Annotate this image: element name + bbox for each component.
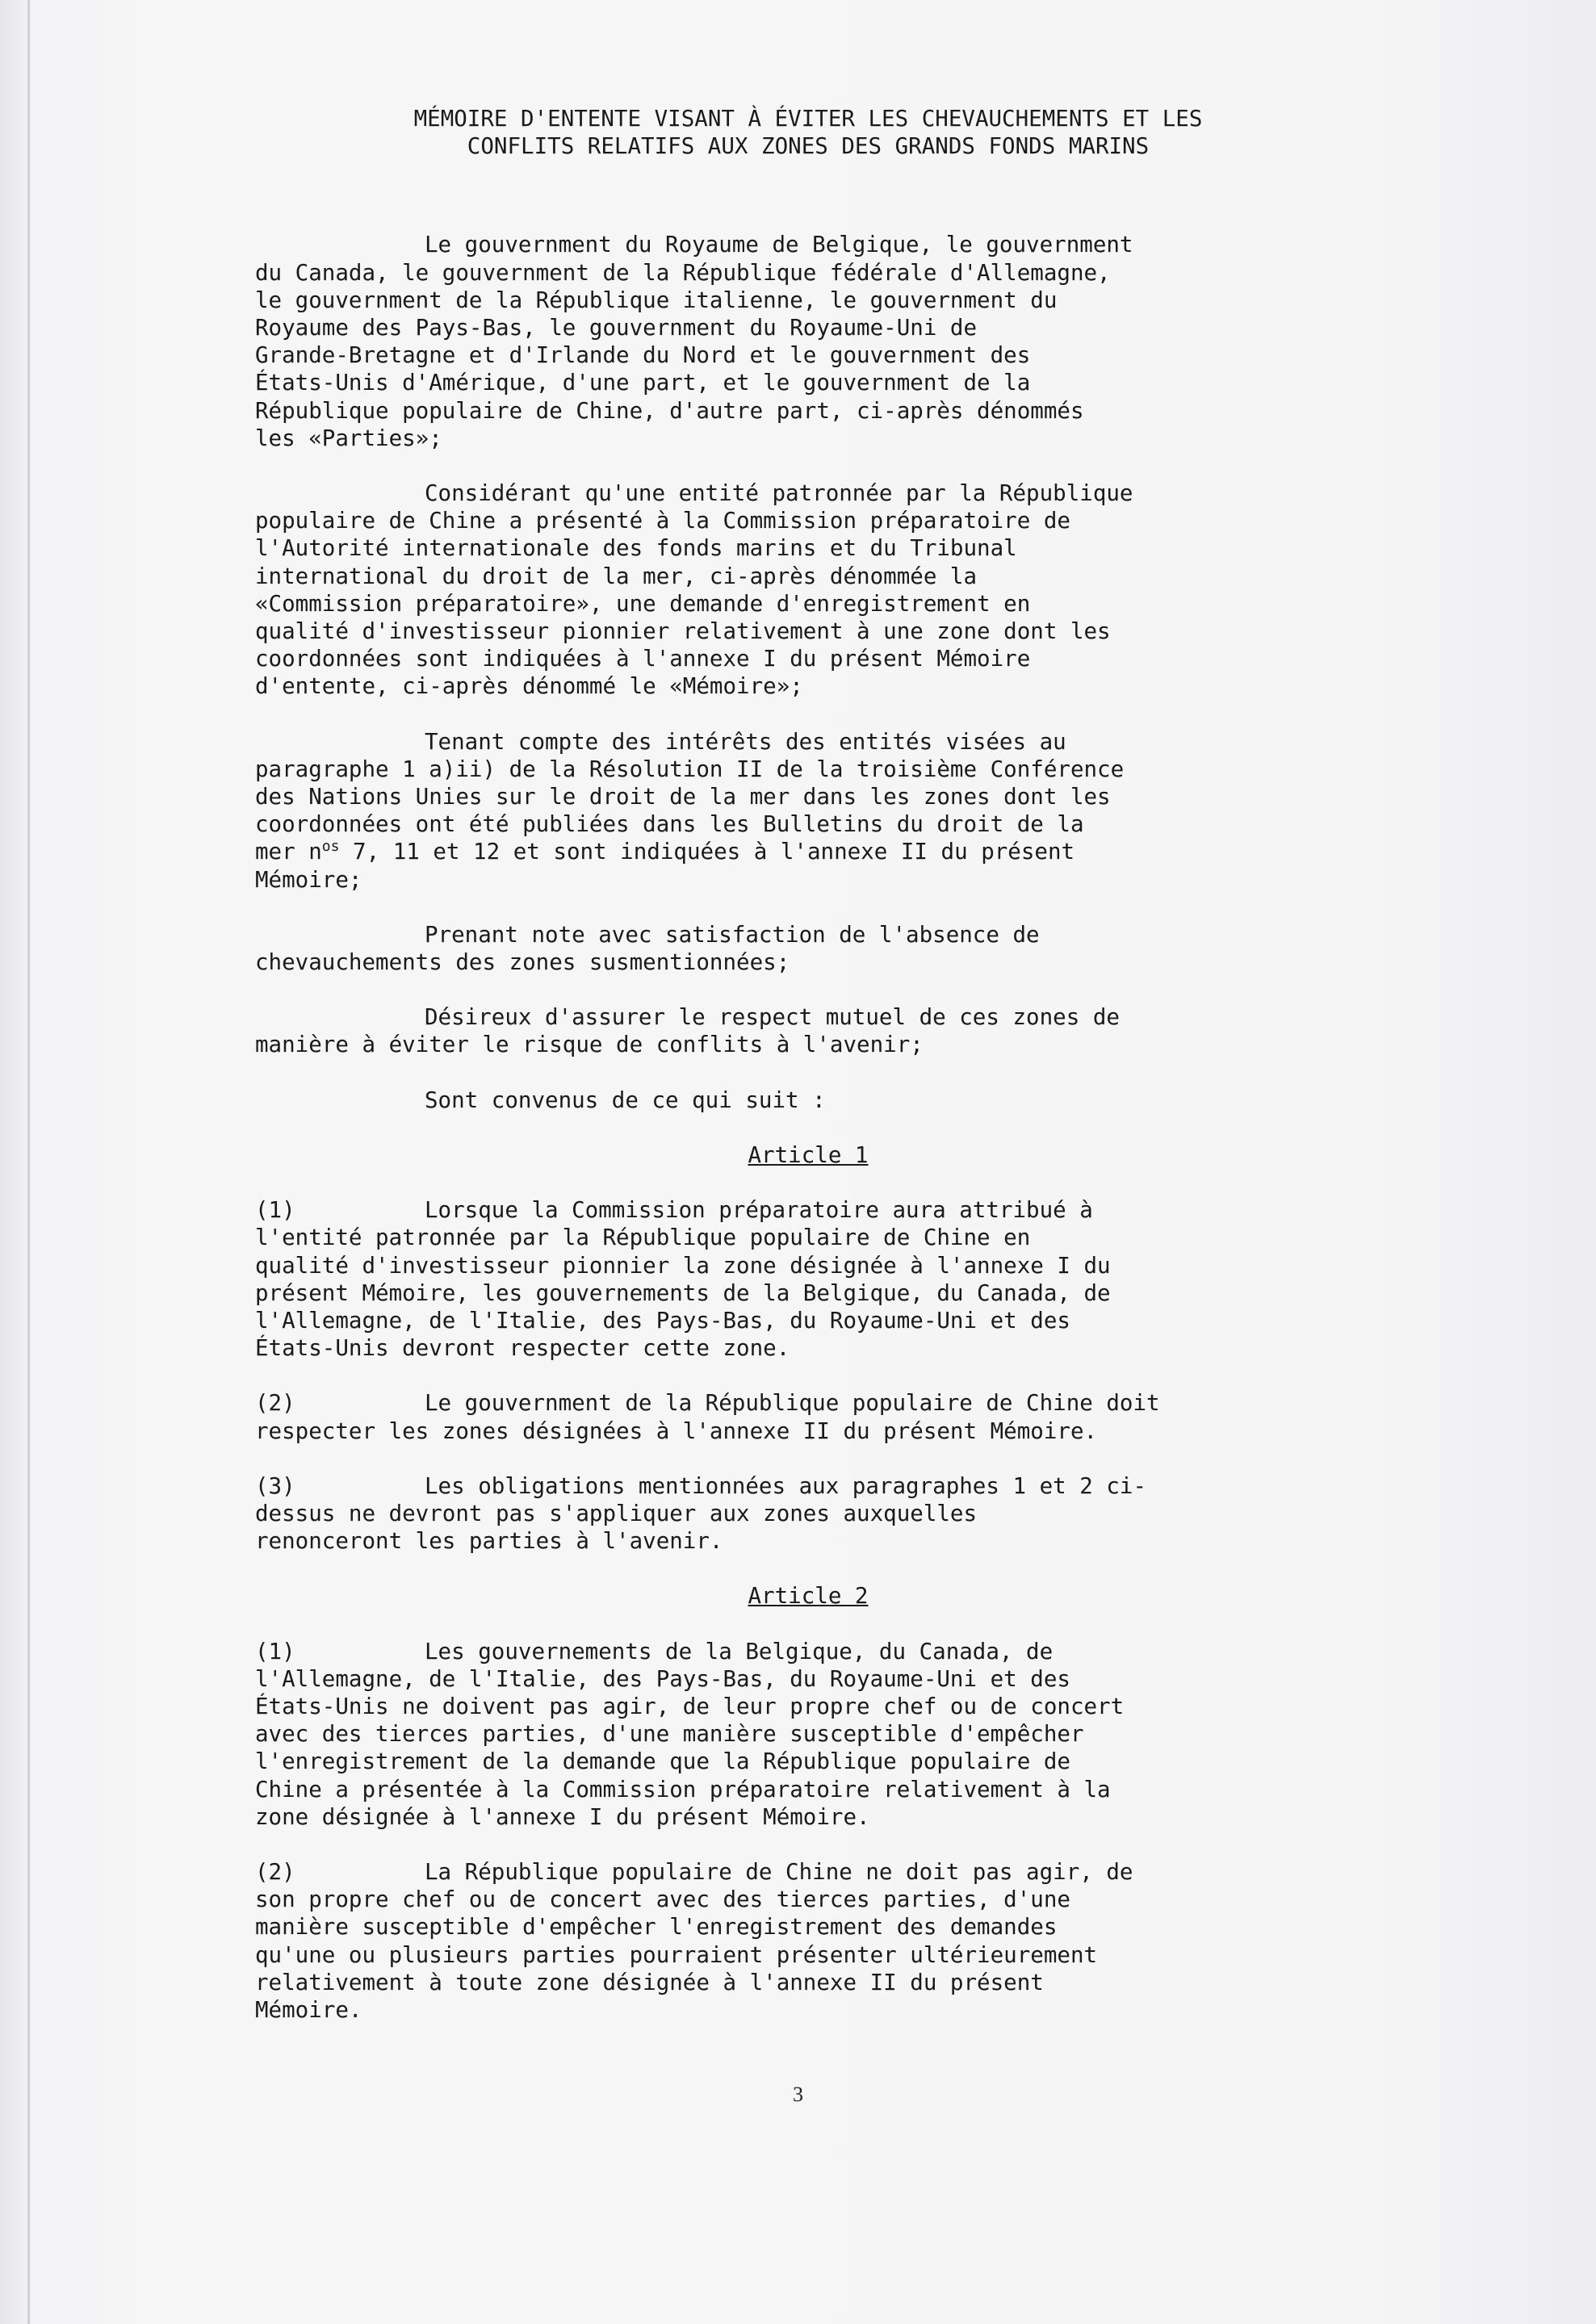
article-2-paragraph-line: Chine a présentée à la Commission préparatoire relativement à la: [255, 1776, 1111, 1803]
preamble-considering-line: international du droit de la mer, ci-après dénommée la: [255, 563, 978, 589]
article-1-paragraph-line: l'entité patronnée par la République populaire de Chine en: [255, 1225, 1031, 1251]
preamble-parties-line: le gouvernment de la République italienne, le gouvernment du: [255, 287, 1058, 313]
paragraph-number: (1): [255, 1197, 295, 1224]
article-1-body: [255, 1196, 1361, 1555]
article-2-heading: Article 2: [748, 1583, 869, 1610]
article-1-paragraph-line: (3) Les obligations mentionnées aux paragraphes 1 et 2 ci-: [255, 1472, 1147, 1499]
paragraph-number: (2): [255, 1390, 295, 1417]
article-1-paragraph-line: respecter les zones désignées à l'annexe II du présent Mémoire.: [255, 1417, 1098, 1444]
article-2-paragraph-line: zone désignée à l'annexe I du présent Mémoire.: [255, 1803, 870, 1830]
preamble-desiring: [255, 1003, 1361, 1058]
preamble-parties-line: Le gouvernment du Royaume de Belgique, le gouvernment: [425, 232, 1133, 258]
article-2-paragraph: [255, 1858, 1361, 2024]
paragraph-number: (1): [255, 1638, 295, 1664]
article-1-paragraph-line: présent Mémoire, les gouvernements de la Belgique, du Canada, de: [255, 1279, 1111, 1306]
article-1-paragraph-line: qualité d'investisseur pionnier la zone désignée à l'annexe I du: [255, 1252, 1111, 1279]
preamble-noting-line: chevauchements des zones susmentionnées;: [255, 949, 790, 976]
article-2-paragraph-line: relativement à toute zone désignée à l'annexe II du présent: [255, 1969, 1044, 1995]
preamble-parties-line: États-Unis d'Amérique, d'une part, et le gouvernment de la: [255, 370, 1031, 396]
preamble-parties-line: République populaire de Chine, d'autre part, ci-après dénommés: [255, 397, 1084, 424]
article-1-paragraph-line: renonceront les parties à l'avenir.: [255, 1528, 723, 1555]
preamble-noting: [255, 921, 1361, 976]
preamble-parties-line: du Canada, le gouvernment de la République fédérale d'Allemagne,: [255, 259, 1111, 286]
document-body: [255, 105, 1361, 2051]
preamble-parties-line: Grande-Bretagne et d'Irlande du Nord et le gouvernment des: [255, 342, 1031, 369]
preamble-considering: [255, 479, 1361, 701]
page-number: 3: [793, 2083, 803, 2106]
article-1-paragraph-line: dessus ne devront pas s'appliquer aux zones auxquelles: [255, 1500, 978, 1526]
paragraph-number: (2): [255, 1858, 295, 1885]
preamble-agreed: Sont convenus de ce qui suit :: [425, 1087, 826, 1113]
preamble-considering-line: populaire de Chine a présenté à la Commission préparatoire de: [255, 508, 1070, 534]
binding-edge: [27, 0, 30, 2324]
document-title: [255, 105, 1361, 160]
title-line-1: MÉMOIRE D'ENTENTE VISANT À ÉVITER LES CHEVAUCHEMENTS ET LES: [413, 106, 1203, 132]
numero-superscript: os: [321, 838, 340, 856]
preamble-considering-line: qualité d'investisseur pionnier relativement à une zone dont les: [255, 618, 1111, 645]
article-2-paragraph-line: (2) La République populaire de Chine ne doit pas agir, de: [255, 1858, 1133, 1885]
article-2-paragraph: [255, 1638, 1361, 1831]
preamble-taking-account-line: Mémoire;: [255, 866, 362, 893]
article-1-paragraph-line: (1) Lorsque la Commission préparatoire aura attribué à: [255, 1197, 1093, 1224]
preamble-considering-line: «Commission préparatoire», une demande d'enregistrement en: [255, 590, 1031, 617]
preamble-taking-account-line: Tenant compte des intérêts des entités visées au: [425, 728, 1066, 755]
article-1-paragraph-line: l'Allemagne, de l'Italie, des Pays-Bas, du Royaume-Uni et des: [255, 1307, 1070, 1334]
article-1-paragraph: [255, 1196, 1361, 1362]
article-2-paragraph-line: avec des tierces parties, d'une manière susceptible d'empêcher: [255, 1721, 1084, 1748]
article-1-paragraph-line: États-Unis devront respecter cette zone.: [255, 1335, 790, 1362]
article-2-paragraph-line: États-Unis ne doivent pas agir, de leur propre chef ou de concert: [255, 1693, 1125, 1719]
title-line-2: CONFLITS RELATIFS AUX ZONES DES GRANDS FONDS MARINS: [467, 133, 1150, 160]
paragraph-number: (3): [255, 1472, 295, 1499]
article-2-paragraph-line: manière susceptible d'empêcher l'enregistrement des demandes: [255, 1914, 1058, 1941]
preamble-considering-line: l'Autorité internationale des fonds marins et du Tribunal: [255, 535, 1017, 562]
article-2-paragraph-line: Mémoire.: [255, 1996, 362, 2023]
preamble-desiring-line: manière à éviter le risque de conflits à l'avenir;: [255, 1032, 924, 1058]
preamble-considering-line: coordonnées sont indiquées à l'annexe I du présent Mémoire: [255, 646, 1031, 672]
preamble-parties-line: Royaume des Pays-Bas, le gouvernment du Royaume-Uni de: [255, 315, 978, 341]
article-2-paragraph-line: l'enregistrement de la demande que la République populaire de: [255, 1748, 1070, 1775]
article-1-paragraph: [255, 1472, 1361, 1556]
article-1-paragraph: [255, 1389, 1361, 1444]
preamble-taking-account: [255, 728, 1361, 894]
preamble-taking-account-line: coordonnées ont été publiées dans les Bulletins du droit de la: [255, 811, 1084, 838]
article-1-paragraph-line: (2) Le gouvernment de la République populaire de Chine doit: [255, 1390, 1160, 1417]
preamble-taking-account-line: paragraphe 1 a)ii) de la Résolution II de la troisième Conférence: [255, 756, 1125, 782]
preamble-taking-account-line: mer $n^{os}$ 7, 11 et 12 et sont indiquées à l'annexe II du présent: [255, 838, 1075, 865]
article-2-body: [255, 1638, 1361, 2025]
preamble-noting-line: Prenant note avec satisfaction de l'absence de: [425, 921, 1040, 948]
preamble-taking-account-line: des Nations Unies sur le droit de la mer dans les zones dont les: [255, 784, 1111, 810]
preamble-desiring-line: Désireux d'assurer le respect mutuel de ces zones de: [425, 1004, 1120, 1031]
article-2-paragraph-line: l'Allemagne, de l'Italie, des Pays-Bas, du Royaume-Uni et des: [255, 1665, 1070, 1692]
preamble-parties: [255, 231, 1361, 452]
article-2-paragraph-line: (1) Les gouvernements de la Belgique, du Canada, de: [255, 1638, 1054, 1664]
preamble-considering-line: Considérant qu'une entité patronnée par la République: [425, 480, 1133, 507]
article-2-paragraph-line: qu'une ou plusieurs parties pourraient présenter ultérieurement: [255, 1941, 1098, 1968]
preamble-considering-line: d'entente, ci-après dénommé le «Mémoire»;: [255, 673, 803, 700]
preamble-parties-line: les «Parties»;: [255, 425, 442, 451]
article-2-paragraph-line: son propre chef ou de concert avec des tierces parties, d'une: [255, 1886, 1070, 1913]
article-1-heading: Article 1: [748, 1141, 869, 1168]
